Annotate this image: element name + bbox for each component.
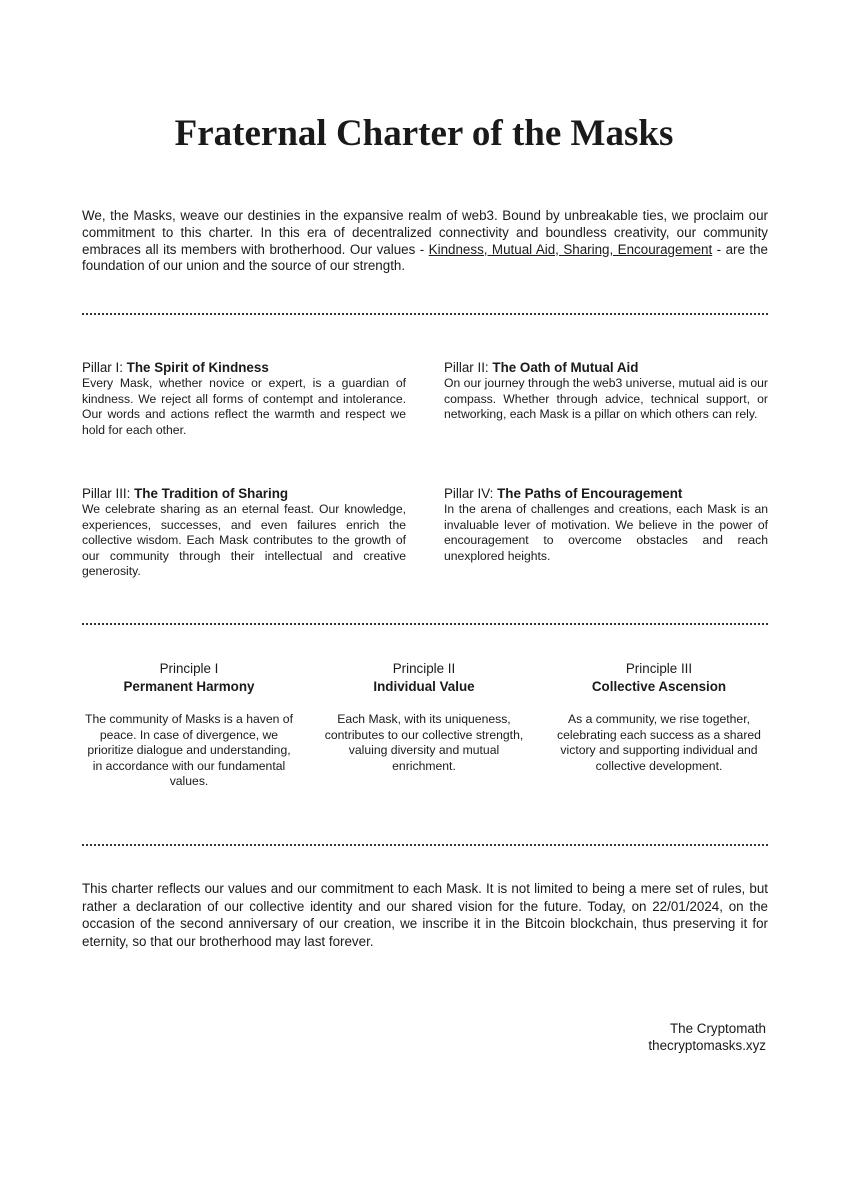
principle-body: The community of Masks is a haven of peace. In case of divergence, we prioritize dialogue and understanding, in accordance with our fundamental values. <box>85 712 293 789</box>
pillar-name: The Oath of Mutual Aid <box>492 360 639 375</box>
intro-paragraph <box>82 208 768 275</box>
pillar-1 <box>82 359 406 438</box>
principle-name: Permanent Harmony <box>123 679 255 694</box>
principle-label: Principle II <box>392 661 456 676</box>
document-title: Fraternal Charter of the Masks <box>174 113 674 154</box>
pillar-4 <box>444 485 768 564</box>
signature-website: thecryptomasks.xyz <box>648 1038 766 1053</box>
pillar-heading <box>82 359 406 376</box>
values-list: Kindness, Mutual Aid, Sharing, Encouragement <box>428 241 713 257</box>
principle-body: As a community, we rise together, celebrating each success as a shared victory and supporting individual and collective development. <box>557 712 761 773</box>
pillar-heading <box>82 485 406 502</box>
principle-3 <box>552 660 766 774</box>
pillar-2 <box>444 359 768 423</box>
pillar-name: The Paths of Encouragement <box>497 486 683 501</box>
pillar-body: In the arena of challenges and creations, each Mask is an invaluable lever of motivation. We believe in the power of encouragement to overcome obstacles and reach unexplored heights. <box>444 502 768 563</box>
dotted-divider <box>82 623 768 625</box>
pillar-body: We celebrate sharing as an eternal feast. Our knowledge, experiences, successes, and even failures enrich the collective wisdom. Each Mask contributes to the growth of our community through their intellectual and creative generosity. <box>82 502 406 579</box>
pillar-label: Pillar IV: <box>444 486 494 501</box>
closing-paragraph: This charter reflects our values and our commitment to each Mask. It is not limited to being a mere set of rules, but rather a declaration of our collective identity and our shared vision for the future. Today, on 22/01/2024, on the occasion of the second anniversary of our creation, we inscribe it in the Bitcoin blockchain, thus preserving it for eternity, so that our brotherhood may last forever. <box>82 881 768 949</box>
pillar-body: On our journey through the web3 universe, mutual aid is our compass. Whether through advice, technical support, or networking, each Mask is a pillar on which others can rely. <box>444 376 768 422</box>
pillar-name: The Spirit of Kindness <box>126 360 269 375</box>
principle-2 <box>317 660 531 774</box>
dotted-divider <box>82 844 768 846</box>
dotted-divider <box>82 313 768 315</box>
pillar-label: Pillar III: <box>82 486 131 501</box>
intro-text-start: We, the Masks, weave our destinies in the expansive realm of web3. Bound by unbreakable ties, we proclaim our commitment to this charter. In this era of decentralized connectivity and boundless creativity, our community embraces all its members with brotherhood. Our values - <box>82 208 768 257</box>
signature-name: The Cryptomath <box>669 1021 766 1036</box>
signature-block <box>648 1020 766 1054</box>
pillar-label: Pillar I: <box>82 360 123 375</box>
pillar-heading <box>444 485 768 502</box>
principle-1 <box>82 660 296 790</box>
pillar-body: Every Mask, whether novice or expert, is a guardian of kindness. We reject all forms of contempt and intolerance. Our words and actions reflect the warmth and respect we hold for each other. <box>82 376 406 437</box>
principle-name: Collective Ascension <box>591 679 727 694</box>
principle-label: Principle III <box>625 661 693 676</box>
principle-body: Each Mask, with its uniqueness, contributes to our collective strength, valuing diversity and mutual enrichment. <box>324 712 524 773</box>
pillar-3 <box>82 485 406 580</box>
pillar-name: The Tradition of Sharing <box>134 486 289 501</box>
principle-label: Principle I <box>159 661 219 676</box>
pillar-heading <box>444 359 768 376</box>
principle-name: Individual Value <box>373 679 475 694</box>
pillar-label: Pillar II: <box>444 360 489 375</box>
intro-text-end: - are the foundation of our union and the source of our strength. <box>82 241 768 274</box>
